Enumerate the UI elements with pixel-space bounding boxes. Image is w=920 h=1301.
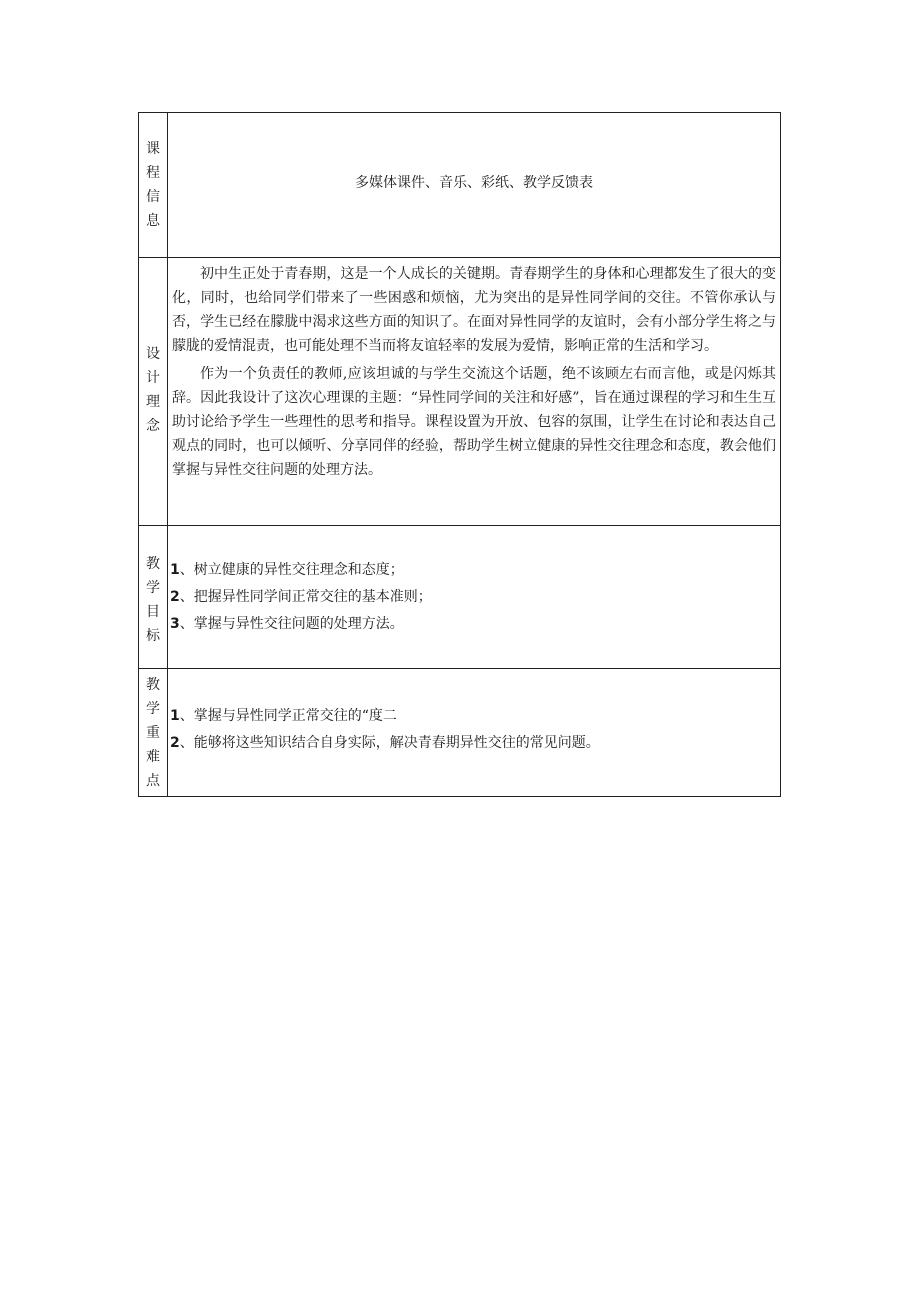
label-char: 学 [146,580,160,596]
label-char: 学 [146,701,160,717]
design-concept-paragraph: 初中生正处于青春期，这是一个人成长的关键期。青春期学生的身体和心理都发生了很大的变化，同时，也给同学们带来了一些困惑和烦恼，尤为突出的是异性同学间的交往。不管你承认与否，学生已经在朦胧中渴求这些方面的知识了。在面对异性同学的友谊时，会有小部分学生将之与朦胧的爱情混责，也可能处理不当而将友谊轻率的发展为爱情，影响正常的生活和学习。 [172,266,776,354]
label-char: 难 [146,749,160,765]
goal-number: 2 [170,589,180,605]
label-char: 目 [146,604,160,620]
teaching-goals-row [139,526,781,669]
design-concept-paragraph: 作为一个负责任的教师,应该坦诚的与学生交流这个话题，绝不该顾左右而言他，或是闪烁其辞。因此我设计了这次心理课的主题：“异性同学间的关注和好感”，旨在通过课程的学习和生生互助讨论给予学生一些理性的思考和指导。课程设置为开放、包容的氛围，让学生在讨论和表达自己观点的同时，也可以倾听、分享同伴的经验，帮助学生树立健康的异性交往理念和态度，教会他们掌握与异性交往问题的处理方法。 [172,366,776,478]
label-char: 教 [146,556,160,572]
label-char: 计 [146,370,160,386]
goal-item [170,558,780,582]
course-info-row [139,113,781,258]
key-point-item [170,731,780,755]
goal-number: 1 [170,562,180,578]
label-char: 念 [146,418,160,434]
teaching-goals-label [139,526,168,669]
key-point-text: 、能够将这些知识结合自身实际，解决青春期异性交往的常见问题。 [179,735,600,751]
design-concept-label [139,258,168,526]
label-char: 课 [146,141,160,157]
design-concept-row [139,258,781,526]
teaching-goals-content [168,526,781,669]
course-info-content: 多媒体课件、音乐、彩纸、教学反馈表 [168,113,781,258]
goal-item [170,612,780,636]
label-char: 息 [146,213,160,229]
goal-text: 、树立健康的异性交往理念和态度； [179,562,404,578]
key-point-item [170,704,780,728]
key-point-text: 、掌握与异性同学正常交往的“度二 [179,708,397,724]
label-char: 点 [146,773,160,789]
key-point-number: 1 [170,708,180,724]
label-char: 标 [146,628,160,644]
goal-item [170,585,780,609]
goal-number: 3 [170,616,180,632]
design-concept-content [168,258,781,526]
key-points-content [168,669,781,797]
key-points-row [139,669,781,797]
label-char: 信 [146,189,160,205]
goal-text: 、把握异性同学间正常交往的基本准则； [179,589,432,605]
course-info-label [139,113,168,258]
label-char: 重 [146,725,160,741]
key-points-label [139,669,168,797]
key-point-number: 2 [170,735,180,751]
label-char: 设 [146,346,160,362]
label-char: 理 [146,394,160,410]
goal-text: 、掌握与异性交往问题的处理方法。 [179,616,404,632]
lesson-plan-table [138,112,781,797]
label-char: 教 [146,677,160,693]
label-char: 程 [146,165,160,181]
